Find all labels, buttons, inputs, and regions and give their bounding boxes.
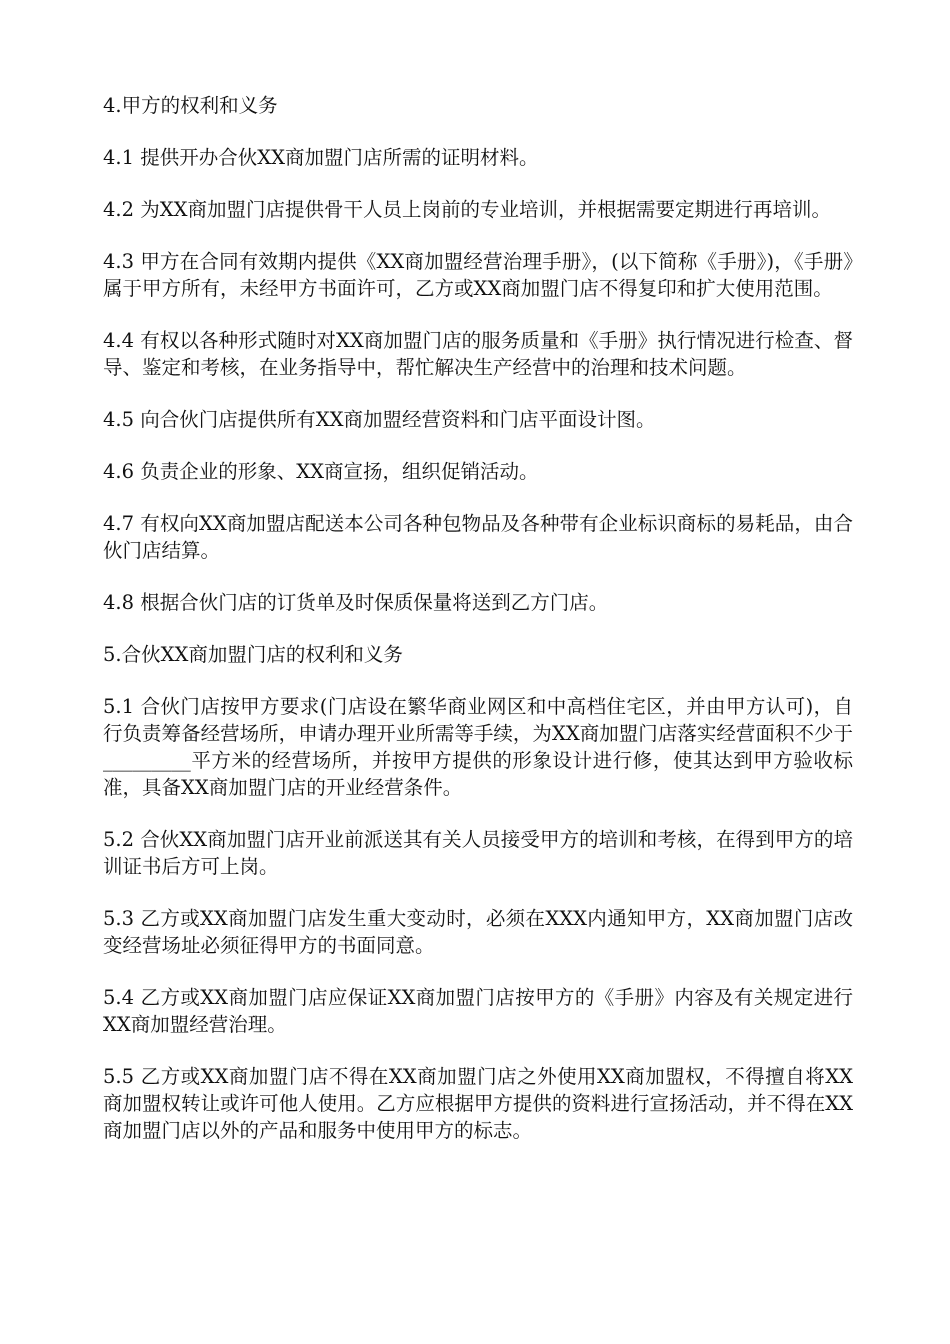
clause-4-2: 4.2 为XX商加盟门店提供骨干人员上岗前的专业培训，并根据需要定期进行再培训。	[103, 198, 831, 221]
clause-5-3: 5.3 乙方或XX商加盟门店发生重大变动时，必须在XXX内通知甲方，XX商加盟门店改变经营场址必须征得甲方的书面同意。	[103, 907, 853, 957]
clause-4-5: 4.5 向合伙门店提供所有XX商加盟经营资料和门店平面设计图。	[103, 408, 656, 431]
section-heading-5: 5.合伙XX商加盟门店的权利和义务	[103, 643, 403, 666]
clause-4-1: 4.1 提供开办合伙XX商加盟门店所需的证明材料。	[103, 146, 539, 169]
document-body	[103, 92, 853, 1169]
clause-5-4: 5.4 乙方或XX商加盟门店应保证XX商加盟门店按甲方的《手册》内容及有关规定进行XX商加盟经营治理。	[103, 986, 853, 1036]
clause-5-1: 5.1 合伙门店按甲方要求(门店设在繁华商业网区和中高档住宅区，并由甲方认可)，自行负责筹备经营场所，申请办理开业所需等手续，为XX商加盟门店落实经营面积不少于_________平方米的经营场所，并按甲方提供的形象设计进行修，使其达到甲方验收标准，具备XX商加盟门店的开业经营条件。	[103, 695, 853, 799]
clause-4-6: 4.6 负责企业的形象、XX商宣扬，组织促销活动。	[103, 460, 539, 483]
clause-4-8: 4.8 根据合伙门店的订货单及时保质保量将送到乙方门店。	[103, 591, 609, 614]
clause-4-3: 4.3 甲方在合同有效期内提供《XX商加盟经营治理手册》，(以下简称《手册》)，《手册》属于甲方所有，未经甲方书面许可，乙方或XX商加盟门店不得复印和扩大使用范围。	[103, 250, 853, 300]
clause-5-5: 5.5 乙方或XX商加盟门店不得在XX商加盟门店之外使用XX商加盟权，不得擅自将XX商加盟权转让或许可他人使用。乙方应根据甲方提供的资料进行宣扬活动，并不得在XX商加盟门店以外的产品和服务中使用甲方的标志。	[103, 1065, 853, 1142]
clause-4-4: 4.4 有权以各种形式随时对XX商加盟门店的服务质量和《手册》执行情况进行检查、督导、鉴定和考核，在业务指导中，帮忙解决生产经营中的治理和技术问题。	[103, 329, 853, 379]
section-heading-4: 4.甲方的权利和义务	[103, 94, 278, 117]
clause-4-7: 4.7 有权向XX商加盟店配送本公司各种包物品及各种带有企业标识商标的易耗品，由合伙门店结算。	[103, 512, 853, 562]
clause-5-2: 5.2 合伙XX商加盟门店开业前派送其有关人员接受甲方的培训和考核，在得到甲方的培训证书后方可上岗。	[103, 828, 853, 878]
